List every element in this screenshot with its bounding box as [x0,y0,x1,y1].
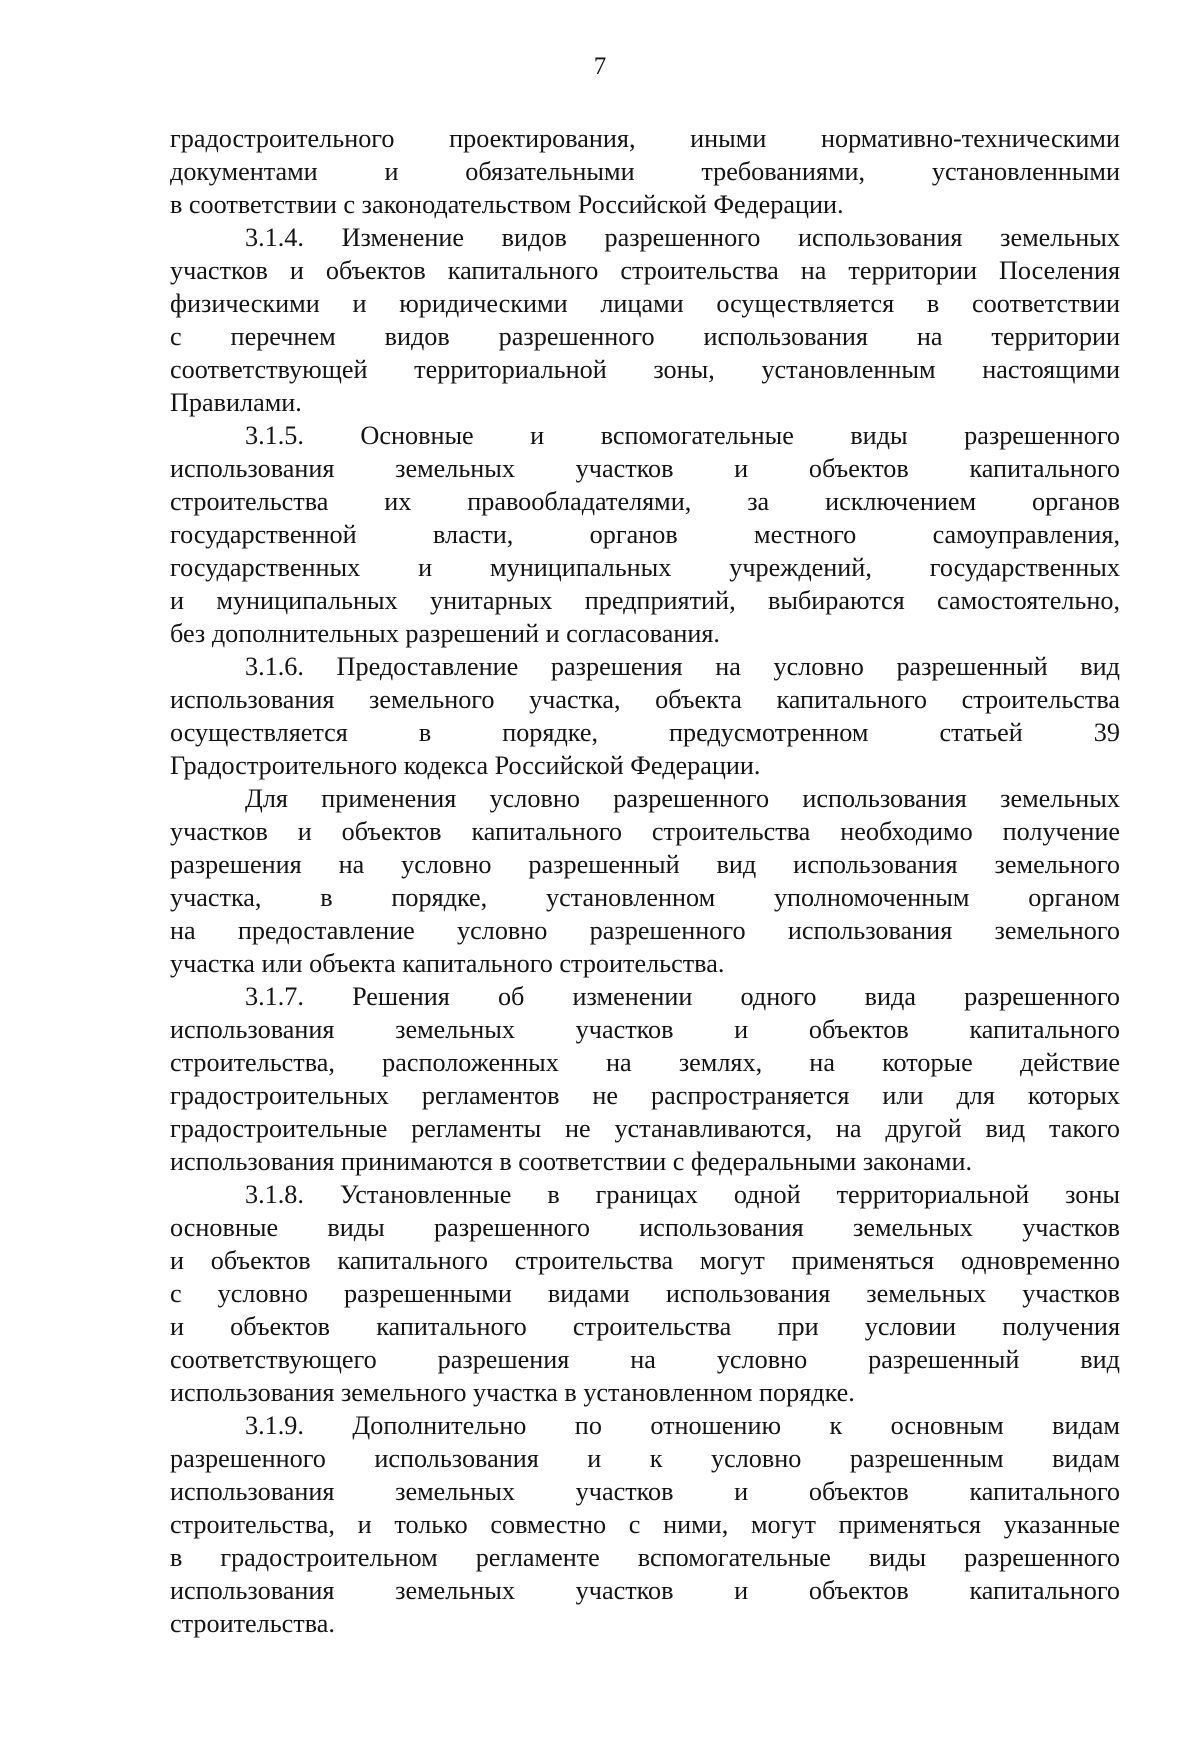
text-line: осуществляется в порядке, предусмотренном статьей 39 [170,718,1120,747]
text-line: государственной власти, органов местного самоуправления, [170,520,1120,549]
text-line: строительства. [170,1609,335,1638]
text-line: использования земельного участка в установленном порядке. [170,1378,855,1407]
text-line: строительства их правообладателями, за исключением органов [170,487,1120,516]
text-line: Для применения условно разрешенного использования земельных [245,784,1120,813]
paragraph [170,1178,1120,1409]
text-line: разрешенного использования и к условно разрешенным видам [170,1444,1120,1473]
document-body [170,122,1120,1640]
text-line: Градостроительного кодекса Российской Федерации. [170,751,761,780]
text-line: 3.1.9. Дополнительно по отношению к основным видам [245,1411,1120,1440]
text-line: использования земельных участков и объектов капитального [170,1477,1120,1506]
paragraph [170,122,1120,221]
paragraph [170,419,1120,650]
text-line: использования земельного участка, объекта капитального строительства [170,685,1120,714]
text-line: строительства, и только совместно с ними, могут применяться указанные [170,1510,1120,1539]
paragraph [170,782,1120,980]
text-line: градостроительных регламентов не распространяется или для которых [170,1081,1120,1110]
paragraph [170,650,1120,782]
text-line: физическими и юридическими лицами осуществляется в соответствии [170,289,1120,318]
text-line: с перечнем видов разрешенного использования на территории [170,322,1120,351]
text-line: использования земельных участков и объектов капитального [170,1576,1120,1605]
text-line: градостроительные регламенты не устанавливаются, на другой вид такого [170,1114,1120,1143]
text-line: в градостроительном регламенте вспомогательные виды разрешенного [170,1543,1120,1572]
text-line: на предоставление условно разрешенного использования земельного [170,916,1120,945]
paragraph [170,1409,1120,1640]
text-line: 3.1.7. Решения об изменении одного вида разрешенного [245,982,1120,1011]
text-line: 3.1.8. Установленные в границах одной территориальной зоны [245,1180,1120,1209]
text-line: использования земельных участков и объектов капитального [170,454,1120,483]
page-number: 7 [593,53,607,80]
text-line: градостроительного проектирования, иными нормативно-техническими [170,124,1120,153]
text-line: 3.1.6. Предоставление разрешения на условно разрешенный вид [245,652,1120,681]
text-line: 3.1.5. Основные и вспомогательные виды разрешенного [245,421,1120,450]
text-line: соответствующей территориальной зоны, установленным настоящими [170,355,1120,384]
text-line: участка, в порядке, установленном уполномоченным органом [170,883,1120,912]
text-line: Правилами. [170,388,302,417]
paragraph [170,221,1120,419]
text-line: в соответствии с законодательством Российской Федерации. [170,190,844,219]
paragraph [170,980,1120,1178]
text-line: соответствующего разрешения на условно разрешенный вид [170,1345,1120,1374]
text-line: и объектов капитального строительства могут применяться одновременно [170,1246,1120,1275]
text-line: строительства, расположенных на землях, на которые действие [170,1048,1120,1077]
text-line: и муниципальных унитарных предприятий, выбираются самостоятельно, [170,586,1120,615]
text-line: разрешения на условно разрешенный вид использования земельного [170,850,1120,879]
text-line: использования земельных участков и объектов капитального [170,1015,1120,1044]
text-line: без дополнительных разрешений и согласования. [170,619,720,648]
text-line: основные виды разрешенного использования земельных участков [170,1213,1120,1242]
text-line: с условно разрешенными видами использования земельных участков [170,1279,1120,1308]
text-line: участков и объектов капитального строительства на территории Поселения [170,256,1120,285]
text-line: и объектов капитального строительства при условии получения [170,1312,1120,1341]
text-line: участков и объектов капитального строительства необходимо получение [170,817,1120,846]
text-line: использования принимаются в соответствии с федеральными законами. [170,1147,973,1176]
text-line: государственных и муниципальных учреждений, государственных [170,553,1120,582]
text-line: 3.1.4. Изменение видов разрешенного использования земельных [245,223,1120,252]
text-line: документами и обязательными требованиями, установленными [170,157,1120,186]
text-line: участка или объекта капитального строительства. [170,949,725,978]
